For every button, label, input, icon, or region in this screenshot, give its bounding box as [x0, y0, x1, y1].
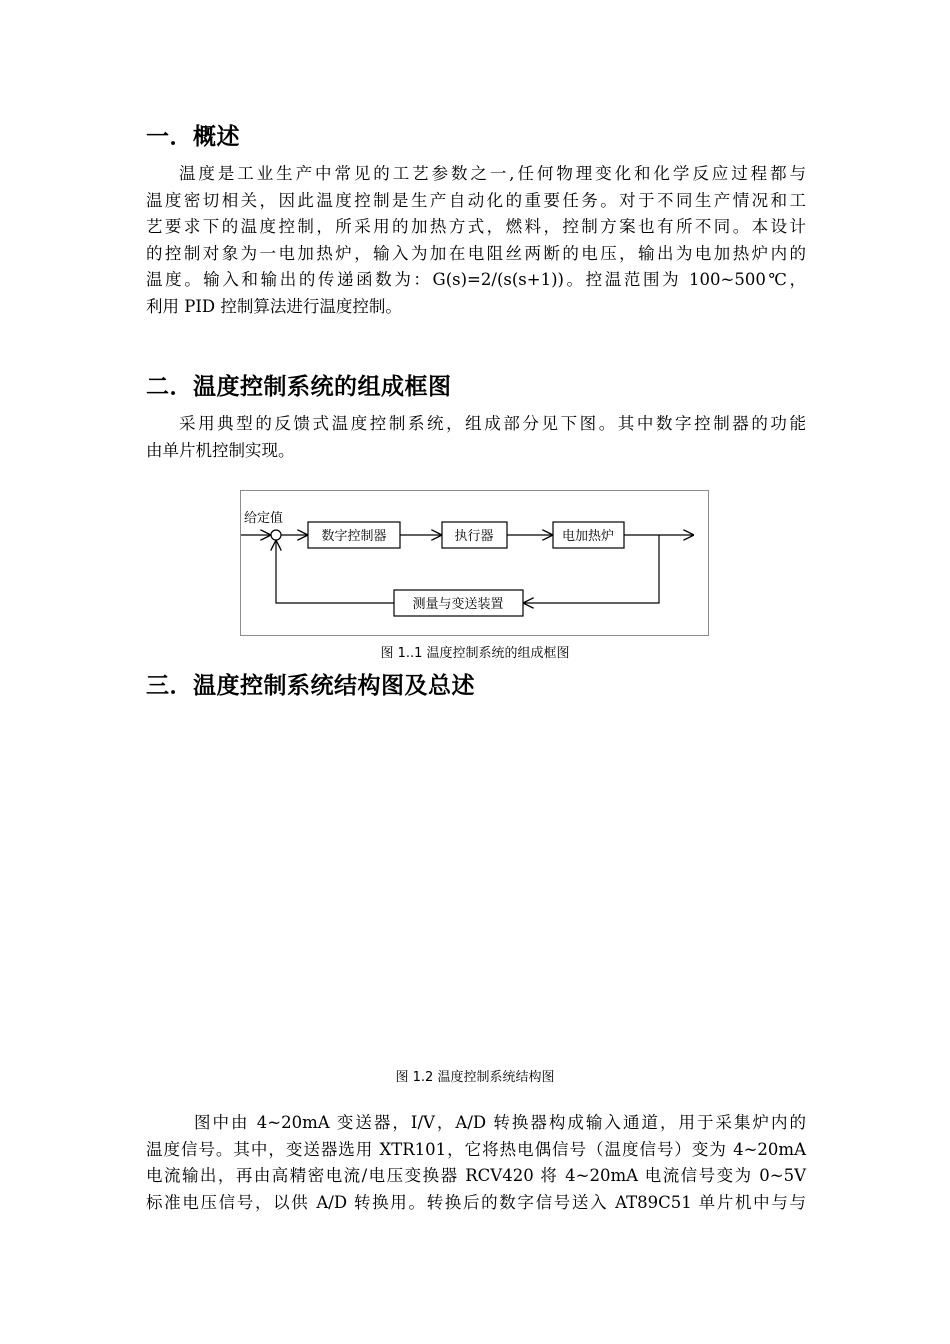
feedback-arrow-out — [276, 540, 394, 603]
paragraph-line: 电流输出，再由高精密电流/电压变换器 RCV420 将 4~20mA 电流信号变为 0~5V — [146, 1166, 806, 1185]
figure-1-caption: 图 1..1 温度控制系统的组成框图 — [380, 646, 570, 661]
paragraph-line: 的控制对象为一电加热炉，输入为加在电阻丝两断的电压，输出为电加热炉内的 — [146, 243, 806, 263]
figure-2-caption: 图 1.2 温度控制系统结构图 — [395, 1070, 555, 1085]
paragraph-line: 利用 PID 控制算法进行温度控制。 — [146, 296, 402, 316]
paragraph-line: 温度。输入和输出的传递函数为：G(s)=2/(s(s+1))。控温范围为 100~500℃， — [146, 270, 806, 289]
paragraph-line: 图中由 4~20mA 变送器，I/V，A/D 转换器构成输入通道，用于采集炉内的 — [194, 1113, 806, 1132]
section-2-heading: 二．温度控制系统的组成框图 — [146, 374, 452, 400]
paragraph-line: 温度信号。其中，变送器选用 XTR101，它将热电偶信号（温度信号）变为 4~20mA — [146, 1139, 806, 1159]
controller-block-label: 数字控制器 — [321, 529, 387, 544]
block-diagram-svg — [241, 491, 710, 637]
paragraph-line: 由单片机控制实现。 — [146, 440, 295, 460]
paragraph-line: 采用典型的反馈式温度控制系统，组成部分见下图。其中数字控制器的功能 — [179, 414, 806, 433]
block-diagram — [240, 490, 709, 636]
actuator-block-label: 执行器 — [454, 529, 494, 544]
setpoint-label: 给定值 — [244, 511, 284, 526]
paragraph-line: 温度密切相关，因此温度控制是生产自动化的重要任务。对于不同生产情况和工 — [146, 190, 806, 210]
paragraph-line: 温度是工业生产中常见的工艺参数之一,任何物理变化和化学反应过程都与 — [179, 164, 806, 183]
paragraph-line: 艺要求下的温度控制，所采用的加热方式，燃料，控制方案也有所不同。本设计 — [146, 217, 806, 236]
furnace-block-label: 电加热炉 — [561, 529, 615, 544]
section-2-paragraph — [146, 411, 806, 464]
section-1-heading: 一．概述 — [146, 124, 240, 150]
paragraph-line: 标准电压信号，以供 A/D 转换用。转换后的数字信号送入 AT89C51 单片机中与与 — [146, 1192, 806, 1212]
section-1-paragraph — [146, 161, 806, 320]
section-3-paragraph — [146, 1110, 806, 1216]
section-3-heading: 三．温度控制系统结构图及总述 — [146, 673, 475, 699]
summing-junction-icon — [271, 530, 281, 540]
measurement-block-label: 测量与变送装置 — [412, 597, 504, 612]
